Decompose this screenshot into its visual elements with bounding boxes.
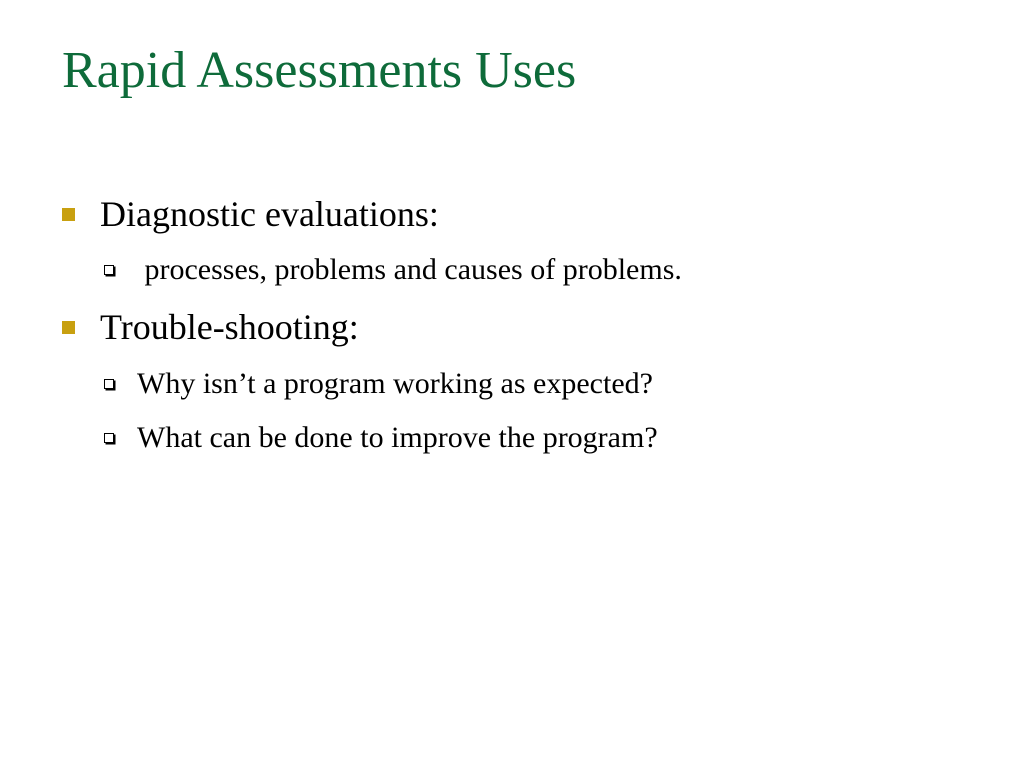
bullet-item-trouble-shooting: [62, 305, 359, 349]
sub-bullet-item-what: [104, 420, 658, 456]
bullet-text: Trouble-shooting:: [100, 307, 359, 347]
hollow-square-bullet-icon: [104, 379, 114, 389]
square-bullet-icon: [62, 321, 75, 334]
sub-bullet-text: Why isn’t a program working as expected?: [137, 367, 653, 400]
square-bullet-icon: [62, 208, 75, 221]
sub-bullet-item-why: [104, 366, 653, 402]
sub-bullet-item-processes: [104, 252, 682, 288]
hollow-square-bullet-icon: [104, 265, 114, 275]
slide-title: Rapid Assessments Uses: [62, 42, 577, 99]
hollow-square-bullet-icon: [104, 433, 114, 443]
sub-bullet-text: What can be done to improve the program?: [137, 421, 658, 454]
sub-bullet-text: processes, problems and causes of problems.: [137, 253, 682, 286]
bullet-text: Diagnostic evaluations:: [100, 194, 439, 234]
bullet-item-diagnostic: [62, 192, 439, 236]
